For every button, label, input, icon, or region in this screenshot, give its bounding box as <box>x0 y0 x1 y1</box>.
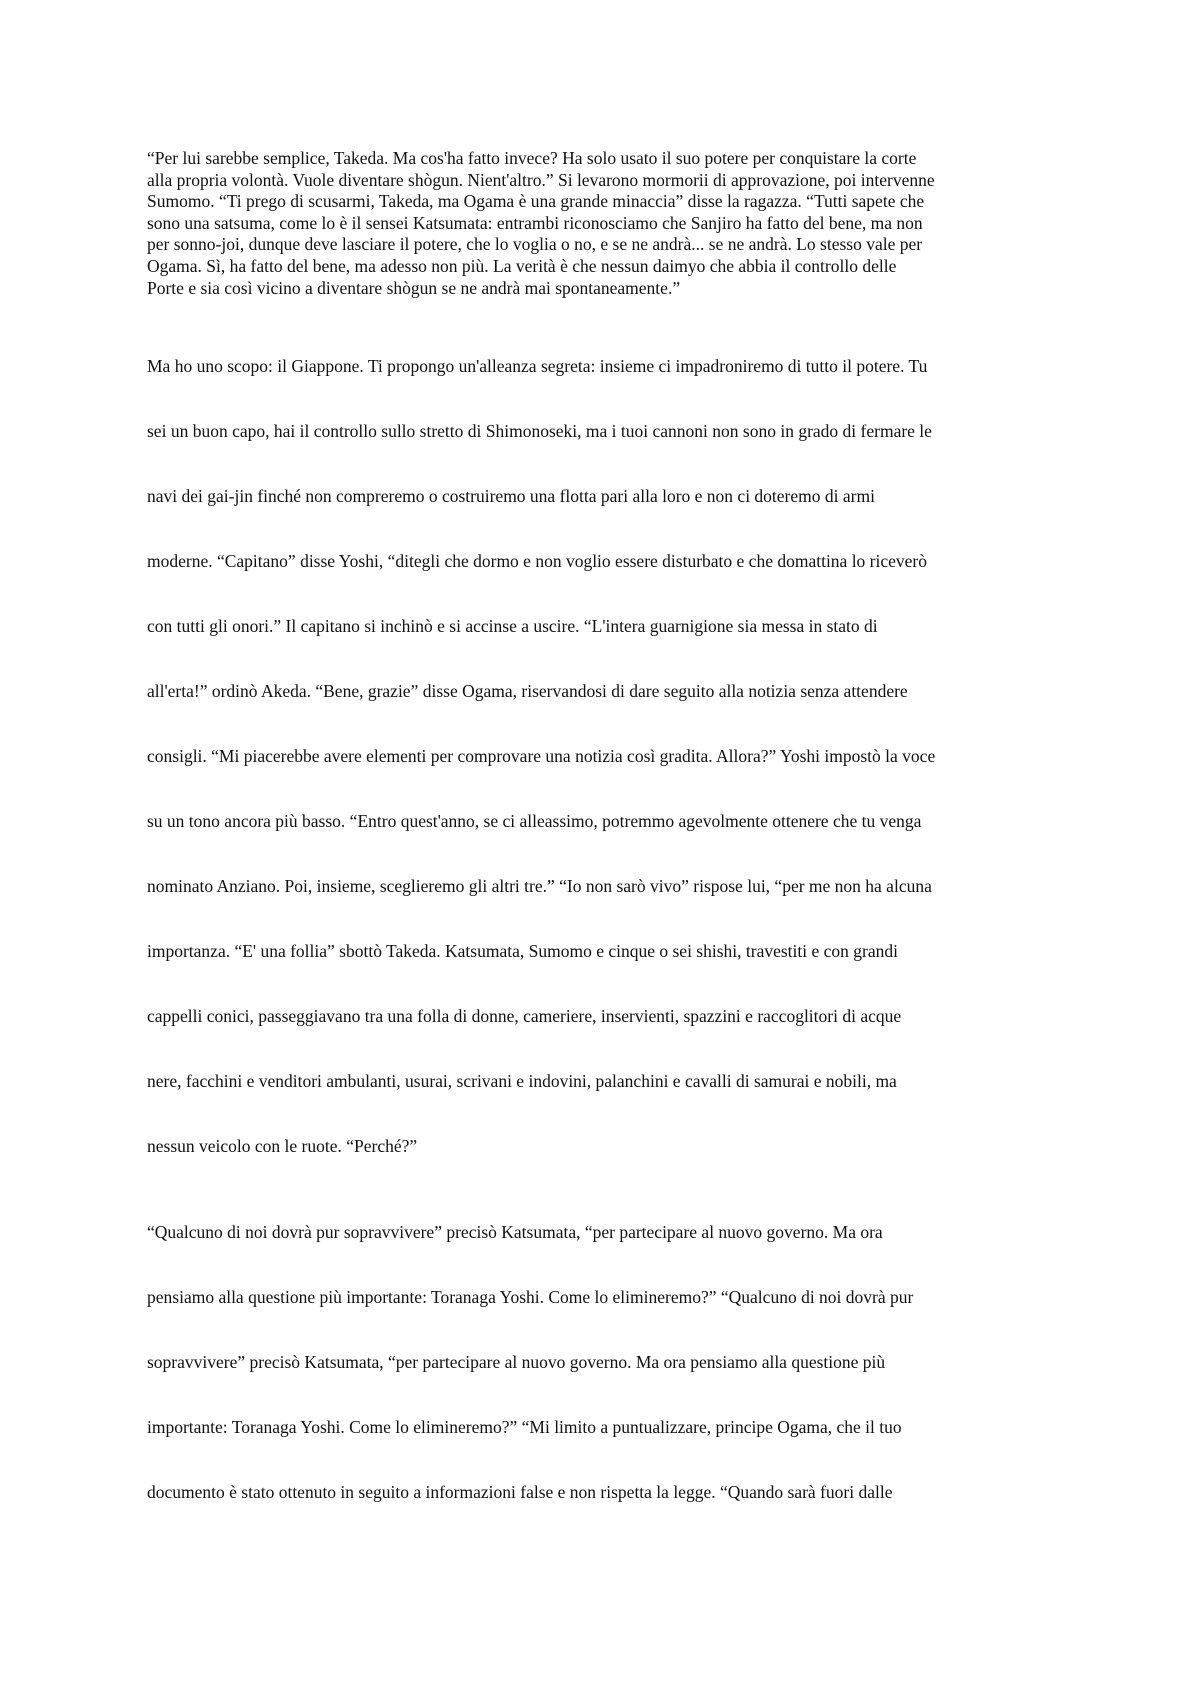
text-line: importante: Toranaga Yoshi. Come lo elimineremo?” “Mi limito a puntualizzare, principe Ogama, che il tuo <box>147 1417 902 1437</box>
paragraph-3 <box>147 1221 1067 1546</box>
text-line: consigli. “Mi piacerebbe avere elementi per comprovare una notizia così gradita. Allora?” Yoshi impostò la voce <box>147 746 936 766</box>
text-line: pensiamo alla questione più importante: Toranaga Yoshi. Come lo elimineremo?” “Qualcuno di noi dovrà pur <box>147 1287 914 1307</box>
paragraph-2 <box>147 355 1067 1200</box>
text-line: con tutti gli onori.” Il capitano si inchinò e si accinse a uscire. “L'intera guarnigione sia messa in stato di <box>147 616 878 636</box>
text-line: nere, facchini e venditori ambulanti, usurai, scrivani e indovini, palanchini e cavalli di samurai e nobili, ma <box>147 1071 897 1091</box>
text-line: “Qualcuno di noi dovrà pur sopravvivere” precisò Katsumata, “per partecipare al nuovo governo. Ma ora <box>147 1222 883 1242</box>
text-line: sopravvivere” precisò Katsumata, “per partecipare al nuovo governo. Ma ora pensiamo alla questione più <box>147 1352 886 1372</box>
text-line: su un tono ancora più basso. “Entro quest'anno, se ci alleassimo, potremmo agevolmente ottenere che tu venga <box>147 811 922 831</box>
text-line: all'erta!” ordinò Akeda. “Bene, grazie” disse Ogama, riservandosi di dare seguito alla notizia senza attendere <box>147 681 908 701</box>
text-line: cappelli conici, passeggiavano tra una folla di donne, cameriere, inservienti, spazzini e raccoglitori di acque <box>147 1006 902 1026</box>
text-line: importanza. “E' una follia” sbottò Takeda. Katsumata, Sumomo e cinque o sei shishi, travestiti e con grandi <box>147 941 898 961</box>
text-line: “Per lui sarebbe semplice, Takeda. Ma cos'ha fatto invece? Ha solo usato il suo potere per conquistare la corte <box>147 148 917 168</box>
text-line: sei un buon capo, hai il controllo sullo stretto di Shimonoseki, ma i tuoi cannoni non sono in grado di fermare le <box>147 421 932 441</box>
text-line: documento è stato ottenuto in seguito a informazioni false e non rispetta la legge. “Quando sarà fuori dalle <box>147 1482 893 1502</box>
text-line: sono una satsuma, come lo è il sensei Katsumata: entrambi riconosciamo che Sanjiro ha fatto del bene, ma non <box>147 212 923 233</box>
text-line: nessun veicolo con le ruote. “Perché?” <box>147 1136 418 1156</box>
paragraph-1 <box>147 148 1067 299</box>
text-line: Ma ho uno scopo: il Giappone. Ti propongo un'alleanza segreta: insieme ci impadroniremo di tutto il potere. Tu <box>147 356 928 376</box>
text-line: moderne. “Capitano” disse Yoshi, “ditegli che dormo e non voglio essere disturbato e che domattina lo riceverò <box>147 551 928 571</box>
text-line: Porte e sia così vicino a diventare shògun se ne andrà mai spontaneamente.” <box>147 277 681 298</box>
text-line: per sonno-joi, dunque deve lasciare il potere, che lo voglia o no, e se ne andrà... se ne andrà. Lo stesso vale per <box>147 234 923 255</box>
text-line: nominato Anziano. Poi, insieme, sceglieremo gli altri tre.” “Io non sarò vivo” rispose lui, “per me non ha alcuna <box>147 876 932 896</box>
text-line: navi dei gai-jin finché non compreremo o costruiremo una flotta pari alla loro e non ci doteremo di armi <box>147 486 875 506</box>
text-line: alla propria volontà. Vuole diventare shògun. Nient'altro.” Si levarono mormorii di approvazione, poi intervenne <box>147 169 935 190</box>
text-line: Sumomo. “Ti prego di scusarmi, Takeda, ma Ogama è una grande minaccia” disse la ragazza. “Tutti sapete che <box>147 191 925 212</box>
text-line: Ogama. Sì, ha fatto del bene, ma adesso non più. La verità è che nessun daimyo che abbia il controllo delle <box>147 255 897 276</box>
